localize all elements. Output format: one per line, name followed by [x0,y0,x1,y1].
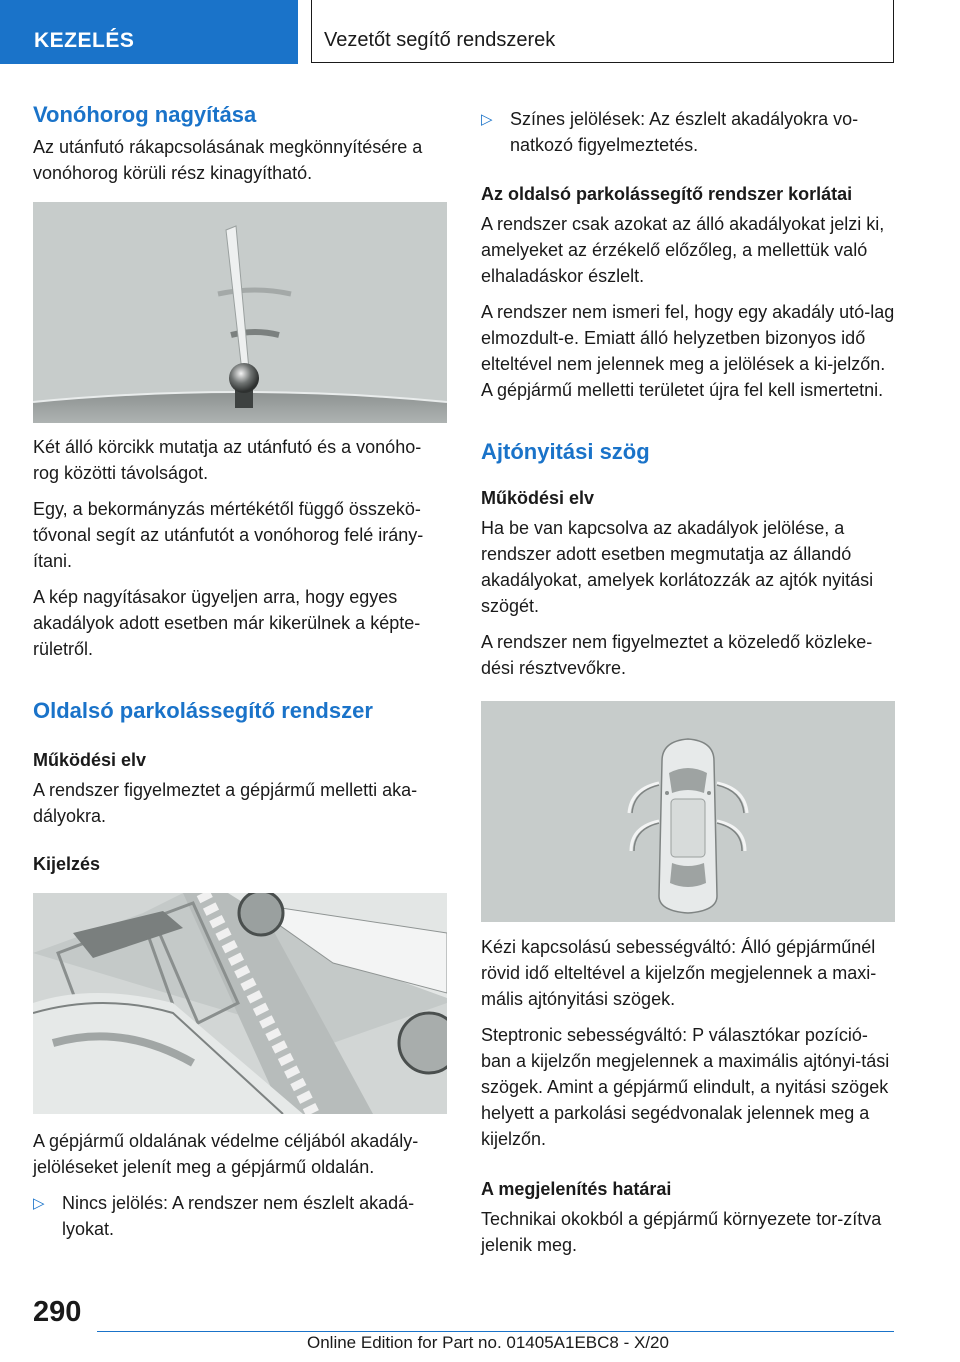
paragraph-zoom-warning: A kép nagyításakor ügyeljen arra, hogy egyes akadályok adott esetben már kikerülnek a képte‐rületről. [33,587,421,659]
figure-hitch-zoom [33,202,447,423]
paragraph-distortion: Technikai okokból a gépjármű környezete tor‐zítva jelenik meg. [481,1209,882,1255]
triangle-right-icon: ▷ [33,1195,45,1212]
paragraph-steering-line: Egy, a bekormányzás mértékétől függő összekö‐tővonal segít az utánfutót a vonóhorog felé irány‐ítani. [33,499,424,571]
figure-door-angle [481,701,895,922]
subheading-principle-2: Működési elv [481,488,595,508]
side-parking-illustration [33,893,447,1114]
heading-door-opening-angle: Ajtónyitási szög [481,439,650,464]
paragraph-side-markings: A gépjármű oldalának védelme céljából akadály‐jelöléseket jelenít meg a gépjármű oldalán. [33,1131,419,1177]
list-item-colored-marking [481,106,896,158]
subheading-display: Kijelzés [33,854,101,874]
paragraph-door-obstacles: Ha be van kapcsolva az akadályok jelölése, a rendszer adott esetben megmutatja az állandó akadályokat, amelyek korlátozzák az ajtók nyitási szögét. [481,518,874,616]
header-chapter-label: Vezetőt segítő rendszerek [324,29,556,51]
header-section-tab [0,0,298,64]
paragraph-two-sectors: Két álló körcikk mutatja az utánfutó és a vonóho‐rog közötti távolságot. [33,437,422,483]
footer-edition: Online Edition for Part no. 01405A1EBC8 - X/20 [307,1333,669,1352]
paragraph-moved-obstacle: A rendszer nem ismeri fel, hogy egy akadály utó‐lag elmozdult-e. Emiatt álló helyzetben bizonyos idő elteltével nem jelennek meg a jelölések a ki‐jelzőn. A gépjármű melletti területet újra fel kell ismertetni. [481,302,895,400]
heading-trailer-hitch-zoom: Vonóhorog nagyítása [33,102,257,127]
paragraph-side-warning: A rendszer figyelmeztet a gépjármű melletti aka‐dályokra. [33,780,418,826]
right-column [481,106,896,1258]
footer-divider [97,1331,894,1332]
triangle-right-icon: ▷ [481,111,493,128]
hitch-zoom-illustration [33,202,447,423]
left-column [33,100,447,1242]
paragraph-stationary-obstacles: A rendszer csak azokat az álló akadályokat jelzi ki, amelyeket az érzékelő előzőleg, a mellettük való elhaladáskor észlelt. [481,214,885,286]
door-angle-illustration [481,701,895,922]
header-section-label: KEZELÉS [34,29,135,52]
list-item-colored-marking-text: Színes jelölések: Az észlelt akadályokra vo‐natkozó figyelmeztetés. [510,109,859,155]
list-item-no-marking [33,1190,447,1242]
paragraph-no-traffic-warning: A rendszer nem figyelmeztet a közeledő közleke‐dési résztvevőkre. [481,632,873,678]
list-item-no-marking-text: Nincs jelölés: A rendszer nem észlelt akadá‐lyokat. [62,1193,415,1239]
subheading-limits: Az oldalsó parkolássegítő rendszer korlátai [481,184,853,204]
heading-side-parking-assist: Oldalsó parkolássegítő rendszer [33,698,373,723]
paragraph-intro-zoom: Az utánfutó rákapcsolásának megkönnyítésére a vonóhorog körüli rész kinagyítható. [33,137,423,183]
paragraph-steptronic: Steptronic sebességváltó: P választókar pozíció‐ban a kijelzőn megjelennek a maximális ajtónyi‐tási szögek. Amint a gépjármű elindult, a nyitási szögek helyett a parkolási segédvonalak jelennek meg a kijelzőn. [481,1025,890,1149]
header-chapter-box [311,0,894,63]
paragraph-manual-gearbox: Kézi kapcsolású sebességváltó: Álló gépjárműnél rövid idő elteltével a kijelzőn megjelennek a maxi‐mális ajtónyitási szögek. [481,937,877,1009]
page-number: 290 [33,1296,82,1328]
figure-side-parking-display [33,893,447,1114]
subheading-display-limits: A megjelenítés határai [481,1179,672,1199]
subheading-principle: Működési elv [33,750,147,770]
